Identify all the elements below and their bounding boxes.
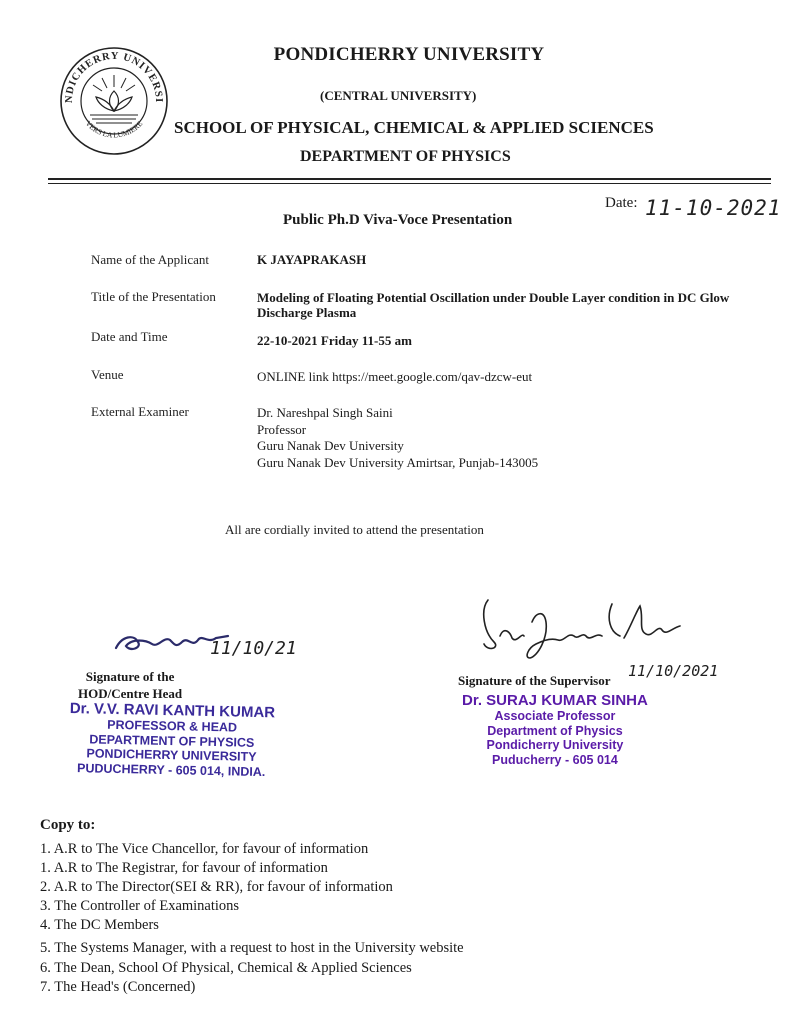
examiner-designation: Professor	[257, 421, 307, 437]
date-value-handwritten: 11-10-2021	[645, 196, 782, 220]
supervisor-signature	[474, 592, 694, 669]
datetime-value: 22-10-2021 Friday 11-55 am	[257, 333, 412, 348]
copy-item: 5. The Systems Manager, with a request to host in the University website	[40, 940, 464, 956]
copy-item: 1. A.R to The Registrar, for favour of information	[40, 860, 328, 876]
seal-bottom-text: VERS LA LUMIERE	[83, 118, 145, 140]
hod-stamp-line3: PONDICHERRY UNIVERSITY	[86, 746, 257, 764]
copy-item: 6. The Dean, School Of Physical, Chemical & Applied Sciences	[40, 960, 412, 976]
seal-top-text: NDICHERRY UNIVERSI	[63, 50, 165, 104]
supervisor-stamp-name: Dr. SURAJ KUMAR SINHA	[462, 692, 648, 709]
supervisor-stamp-line3: Pondicherry University	[486, 738, 624, 752]
examiner-label: External Examiner	[91, 404, 189, 419]
hod-stamp	[68, 700, 275, 779]
hod-stamp-name: Dr. V.V. RAVI KANTH KUMAR	[69, 700, 276, 722]
svg-text:VERS LA LUMIERE	[84, 119, 145, 140]
title-label: Title of the Presentation	[91, 289, 216, 304]
datetime-label: Date and Time	[91, 329, 168, 344]
copy-item: 3. The Controller of Examinations	[40, 898, 240, 914]
copy-item: 2. A.R to The Director(SEI & RR), for favour of information	[40, 879, 393, 895]
hod-stamp-line2: DEPARTMENT OF PHYSICS	[89, 731, 255, 750]
supervisor-stamp-line2: Department of Physics	[487, 723, 623, 738]
copy-item: 1. A.R to The Vice Chancellor, for favour of information	[40, 841, 369, 857]
hod-handwritten-date: 11/10/21	[210, 638, 297, 659]
header-rule-thick	[48, 178, 771, 180]
school-name: SCHOOL OF PHYSICAL, CHEMICAL & APPLIED SCIENCES	[174, 118, 654, 137]
hod-stamp-line1: PROFESSOR & HEAD	[107, 717, 238, 735]
supervisor-stamp-line4: Puducherry - 605 014	[492, 752, 618, 767]
central-university-label: (CENTRAL UNIVERSITY)	[320, 88, 477, 103]
supervisor-caption: Signature of the Supervisor	[458, 673, 611, 688]
hod-caption-line1: Signature of the	[85, 669, 175, 684]
copy-item: 7. The Head's (Concerned)	[40, 979, 196, 995]
header-rule-thin	[48, 183, 771, 184]
applicant-label: Name of the Applicant	[91, 252, 210, 267]
examiner-university: Guru Nanak Dev University	[257, 438, 404, 453]
title-value: Modeling of Floating Potential Oscillation under Double Layer condition in DC Glow Discharge Plasma	[257, 290, 730, 320]
hod-caption	[78, 668, 182, 702]
hod-caption-line2: HOD/Centre Head	[78, 686, 183, 701]
supervisor-handwritten-date: 11/10/2021	[628, 662, 719, 680]
examiner-block	[257, 405, 538, 471]
hod-stamp-line4: PUDUCHERRY - 605 014, INDIA.	[76, 760, 266, 779]
copy-to-heading: Copy to:	[40, 817, 96, 833]
date-label: Date:	[605, 195, 638, 211]
venue-label: Venue	[91, 367, 124, 382]
department-name: DEPARTMENT OF PHYSICS	[300, 148, 511, 165]
applicant-value: K JAYAPRAKASH	[257, 252, 367, 267]
examiner-name: Dr. Nareshpal Singh Saini	[257, 405, 393, 420]
supervisor-stamp	[462, 692, 648, 767]
supervisor-stamp-line1: Associate Professor	[494, 709, 616, 723]
presentation-heading: Public Ph.D Viva-Voce Presentation	[283, 212, 513, 228]
invitation-text: All are cordially invited to attend the presentation	[225, 522, 484, 537]
venue-value: ONLINE link https://meet.google.com/qav-dzcw-eut	[257, 369, 533, 384]
university-name: PONDICHERRY UNIVERSITY	[273, 44, 545, 65]
examiner-address: Guru Nanak Dev University Amirtsar, Punjab-143005	[257, 454, 539, 470]
copy-item: 4. The DC Members	[40, 917, 159, 933]
